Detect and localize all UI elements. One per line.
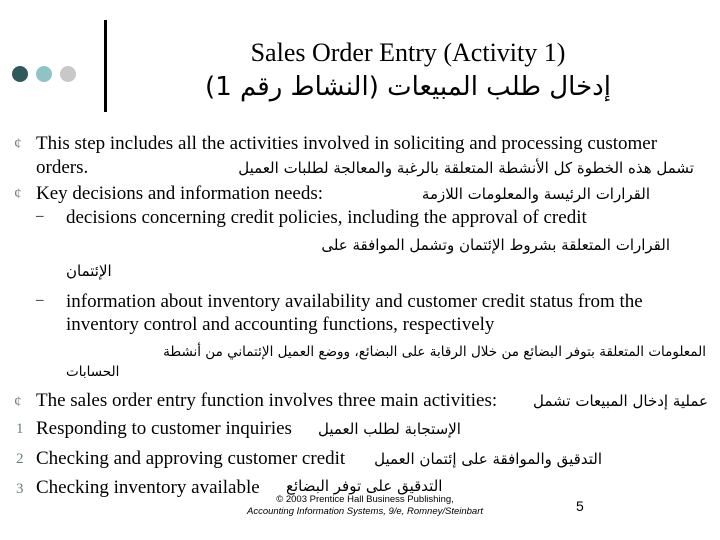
sub-bullet-arabic: المعلومات المتعلقة بتوفر البضائع من خلال الرقابة على البضائع، ووضع العميل الإئتماني من أنشطة (163, 344, 706, 360)
sub-bullet-marker: – (36, 208, 44, 224)
numbered-arabic: التدقيق والموافقة على إئتمان العميل (374, 450, 602, 468)
numbered-marker: 2 (16, 451, 24, 467)
bullet-text: The sales order entry function involves three main activities: (36, 390, 498, 411)
bullet-text: Key decisions and information needs: (36, 183, 324, 204)
numbered-text: Checking and approving customer credit (36, 448, 346, 469)
title-english: Sales Order Entry (Activity 1) (250, 38, 566, 67)
bullet-marker: ¢ (14, 136, 22, 152)
title-divider (104, 20, 107, 112)
numbered-text: Checking inventory available (36, 477, 260, 498)
numbered-text: Responding to customer inquiries (36, 418, 292, 439)
numbered-arabic: الإستجابة لطلب العميل (318, 420, 461, 438)
copyright-footer (230, 494, 500, 518)
bullet-marker: ¢ (14, 186, 22, 202)
book-citation: Accounting Information Systems, 9/e, Romney/Steinbart (246, 506, 484, 517)
decorative-dots (12, 66, 76, 82)
bullet-text-continued: orders. (36, 157, 89, 178)
slide-title (118, 36, 698, 104)
decorative-dot (36, 66, 52, 82)
decorative-dot (12, 66, 28, 82)
numbered-marker: 3 (16, 481, 24, 497)
page-number: 5 (576, 498, 584, 514)
sub-bullet-arabic-continued: الحسابات (66, 364, 120, 380)
numbered-marker: 1 (16, 421, 24, 437)
bullet-text: This step includes all the activities involved in soliciting and processing customer (36, 133, 658, 154)
sub-bullet-text: information about inventory availability and customer credit status from the (66, 291, 643, 312)
sub-bullet-marker: – (36, 292, 44, 308)
bullet-marker: ¢ (14, 394, 22, 410)
sub-bullet-arabic-continued: الإئتمان (66, 262, 112, 280)
bullet-arabic: عملية إدخال المبيعات تشمل (532, 392, 708, 410)
copyright-line: © 2003 Prentice Hall Business Publishing, (276, 494, 454, 505)
decorative-dot (60, 66, 76, 82)
title-arabic: إدخال طلب المبيعات (النشاط رقم 1) (205, 72, 611, 102)
sub-bullet-text: decisions concerning credit policies, including the approval of credit (66, 207, 587, 228)
bullet-arabic: القرارات الرئيسة والمعلومات اللازمة (421, 185, 650, 203)
bullet-arabic: تشمل هذه الخطوة كل الأنشطة المتعلقة بالرغبة والمعالجة لطلبات العميل (238, 159, 694, 177)
numbered-arabic: التدقيق على توفر البضائع (286, 477, 443, 495)
sub-bullet-text-continued: inventory control and accounting functions, respectively (66, 314, 495, 335)
sub-bullet-arabic: القرارات المتعلقة بشروط الإئتمان وتشمل الموافقة على (321, 236, 670, 254)
